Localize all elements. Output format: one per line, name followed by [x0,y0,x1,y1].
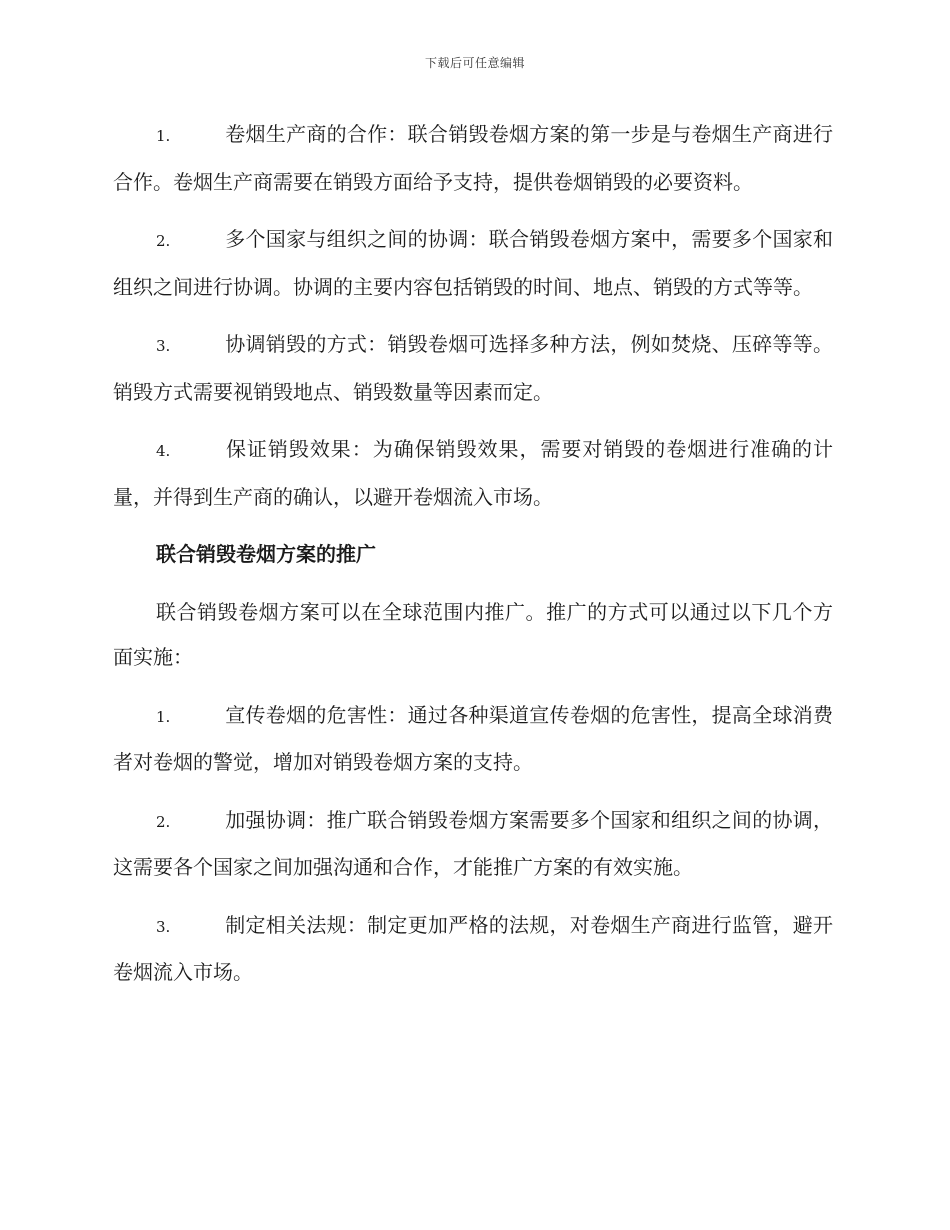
list-item-text: 制定相关法规：制定更加严格的法规，对卷烟生产商进行监管，避开卷烟流入市场。 [113,912,833,984]
list-item-number: 2. [156,232,171,250]
list-item-number: 3. [156,337,171,355]
list-item-number: 1. [156,707,171,726]
list-item-number: 3. [156,917,171,936]
list-item-number: 2. [156,812,171,831]
list-item-text: 多个国家与组织之间的协调：联合销毁卷烟方案中，需要多个国家和组织之间进行协调。协调的主要内容包括销毁的时间、地点、销毁的方式等等。 [113,227,833,299]
list-item-text: 协调销毁的方式：销毁卷烟可选择多种方法，例如焚烧、压碎等等。销毁方式需要视销毁地点、销毁数量等因素而定。 [113,332,833,404]
page-header: 下载后可任意编辑 [424,56,525,70]
list-item-text: 保证销毁效果：为确保销毁效果，需要对销毁的卷烟进行准确的计量，并得到生产商的确认，以避开卷烟流入市场。 [113,437,833,509]
list-item-number: 1. [156,127,171,145]
list-item-number: 4. [156,442,171,460]
list-item [113,903,833,996]
list-item [113,217,833,310]
list-item-text: 宣传卷烟的危害性：通过各种渠道宣传卷烟的危害性，提高全球消费者对卷烟的警觉，增加对销毁卷烟方案的支持。 [113,702,833,774]
intro-paragraph: 联合销毁卷烟方案可以在全球范围内推广。推广的方式可以通过以下几个方面实施： [113,599,833,669]
list-item [113,112,833,205]
document-body [113,112,833,1008]
list-item [113,427,833,520]
list-item [113,322,833,415]
list-item [113,798,833,891]
list-item-text: 加强协调：推广联合销毁卷烟方案需要多个国家和组织之间的协调，这需要各个国家之间加强沟通和合作，才能推广方案的有效实施。 [113,807,833,879]
list-item [113,693,833,786]
list-item-text: 卷烟生产商的合作：联合销毁卷烟方案的第一步是与卷烟生产商进行合作。卷烟生产商需要在销毁方面给予支持，提供卷烟销毁的必要资料。 [113,122,833,194]
section-heading: 联合销毁卷烟方案的推广 [156,542,376,566]
